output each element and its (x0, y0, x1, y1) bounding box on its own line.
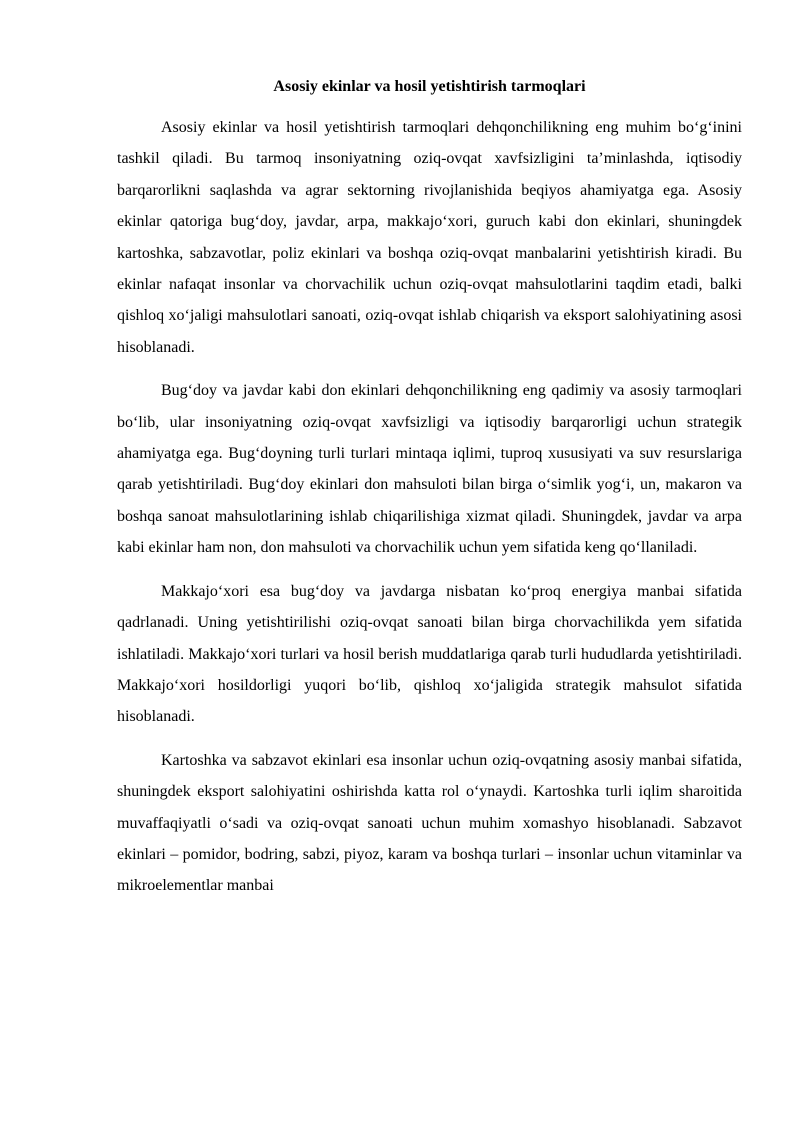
paragraph-2: Bug‘doy va javdar kabi don ekinlari dehqonchilikning eng qadimiy va asosiy tarmoqlari bo‘lib, ular insoniyatning oziq-ovqat xavfsizligi va iqtisodiy barqarorligi uchun strategik ahamiyatga ega. Bug‘doyning turli turlari mintaqa iqlimi, tuproq xususiyati va suv resurslariga qarab yetishtiriladi. Bug‘doy ekinlari don mahsuloti bilan birga o‘simlik yog‘i, un, makaron va boshqa sanoat mahsulotlarining ishlab chiqarilishiga xizmat qiladi. Shuningdek, javdar va arpa kabi ekinlar ham non, don mahsuloti va chorvachilik uchun yem sifatida keng qo‘llaniladi. (117, 382, 742, 557)
document-title: Asosiy ekinlar va hosil yetishtirish tarmoqlari (273, 78, 586, 95)
document-body (117, 76, 742, 914)
paragraph-4: Kartoshka va sabzavot ekinlari esa insonlar uchun oziq-ovqatning asosiy manbai sifatida, shuningdek eksport salohiyatini oshirishda katta rol o‘ynaydi. Kartoshka turli iqlim sharoitida muvaffaqiyatli o‘sadi va oziq-ovqat sanoati uchun muhim xomashyo hisoblanadi. Sabzavot ekinlari – pomidor, bodring, sabzi, piyoz, karam va boshqa turlari – insonlar uchun vitaminlar va mikroelementlar manbai (117, 751, 742, 895)
paragraph-1: Asosiy ekinlar va hosil yetishtirish tarmoqlari dehqonchilikning eng muhim bo‘g‘inini tashkil qiladi. Bu tarmoq insoniyatning oziq-ovqat xavfsizligini ta’minlashda, iqtisodiy barqarorlikni saqlashda va agrar sektorning rivojlanishida beqiyos ahamiyatga ega. Asosiy ekinlar qatoriga bug‘doy, javdar, arpa, makkajo‘xori, guruch kabi don ekinlari, shuningdek kartoshka, sabzavotlar, poliz ekinlari va boshqa oziq-ovqat manbalarini yetishtirish kiradi. Bu ekinlar nafaqat insonlar va chorvachilik uchun oziq-ovqat mahsulotlarini taqdim etadi, balki qishloq xo‘jaligi mahsulotlari sanoati, oziq-ovqat ishlab chiqarish va eksport salohiyatining asosi hisoblanadi. (117, 119, 742, 356)
paragraph-3: Makkajo‘xori esa bug‘doy va javdarga nisbatan ko‘proq energiya manbai sifatida qadrlanadi. Uning yetishtirilishi oziq-ovqat sanoati bilan birga chorvachilikda yem sifatida ishlatiladi. Makkajo‘xori turlari va hosil berish muddatlariga qarab turli hududlarda yetishtiriladi. Makkajo‘xori hosildorligi yuqori bo‘lib, qishloq xo‘jaligida strategik mahsulot sifatida hisoblanadi. (117, 582, 742, 726)
